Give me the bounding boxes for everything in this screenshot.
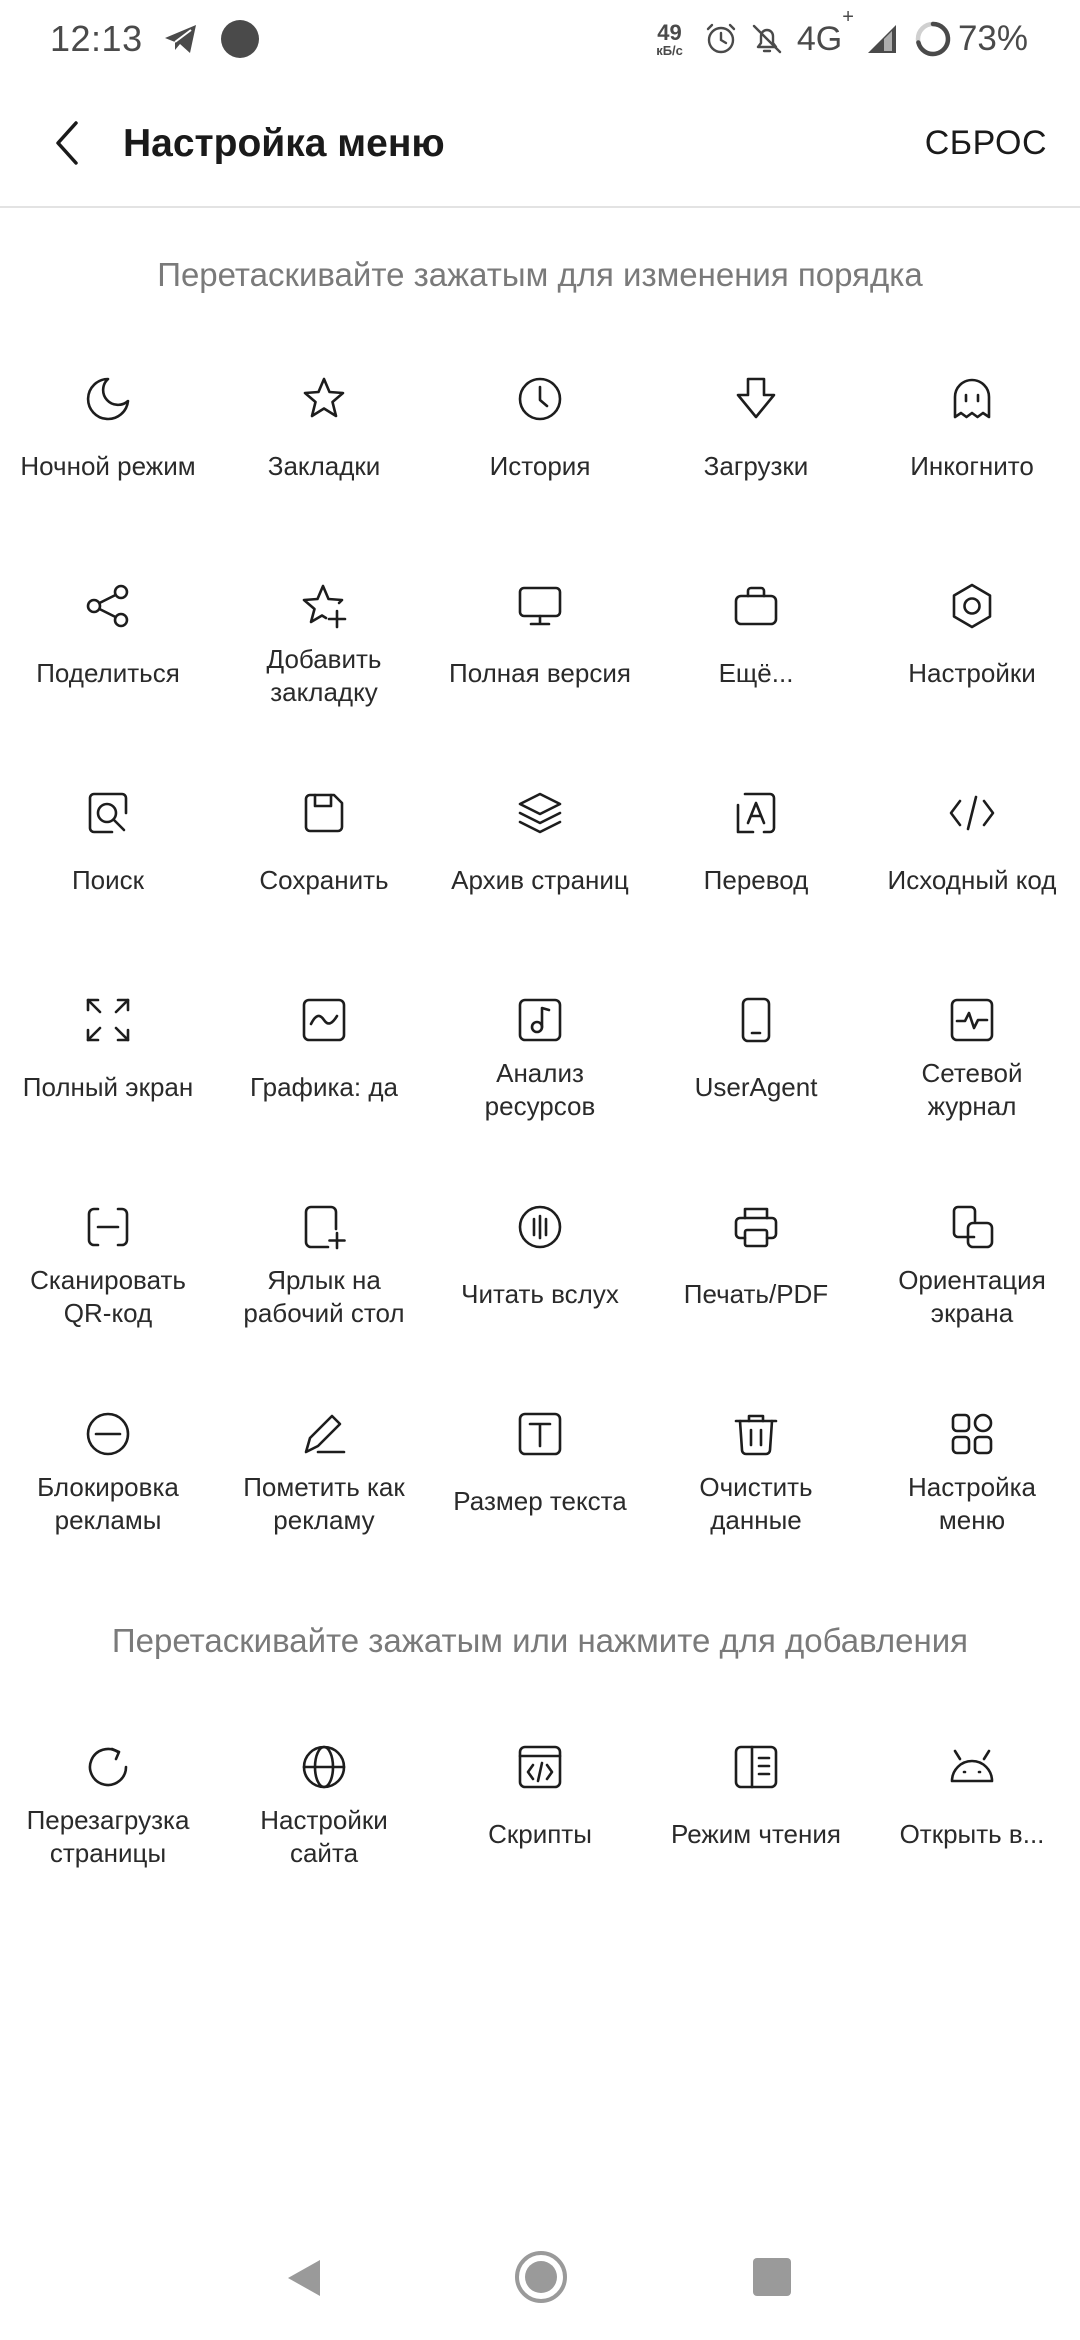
menu-item-label: Размер текста bbox=[453, 1486, 627, 1516]
app-bar bbox=[0, 78, 1080, 208]
menu-item-source-code[interactable] bbox=[864, 776, 1080, 983]
briefcase-icon bbox=[730, 580, 782, 632]
settings-icon bbox=[946, 580, 998, 632]
trash-icon bbox=[730, 1408, 782, 1460]
menu-item-bookmarks[interactable] bbox=[216, 362, 432, 569]
telegram-icon bbox=[161, 19, 201, 59]
menu-item-label: Перезагрузка страницы bbox=[26, 1805, 190, 1868]
menu-item-page-archive[interactable] bbox=[432, 776, 648, 983]
menu-item-resource-analysis[interactable] bbox=[432, 983, 648, 1190]
menu-item-images[interactable] bbox=[216, 983, 432, 1190]
status-time: 12:13 bbox=[50, 18, 143, 59]
menu-item-label: Поиск bbox=[71, 865, 145, 895]
nav-home-icon[interactable] bbox=[514, 2250, 568, 2304]
menu-item-label: Настройки bbox=[908, 658, 1036, 688]
menu-item-reader-mode[interactable] bbox=[648, 1730, 864, 1937]
ghost-icon bbox=[946, 373, 998, 425]
menu-item-settings[interactable] bbox=[864, 569, 1080, 776]
translate-icon bbox=[730, 787, 782, 839]
image-icon bbox=[298, 994, 350, 1046]
menu-item-label: Читать вслух bbox=[461, 1279, 619, 1309]
text-size-icon bbox=[514, 1408, 566, 1460]
reload-icon bbox=[82, 1741, 134, 1793]
layers-icon bbox=[514, 787, 566, 839]
menu-item-label: Ночной режим bbox=[20, 451, 196, 481]
menu-item-screen-orientation[interactable] bbox=[864, 1190, 1080, 1397]
menu-item-label: Блокировка рекламы bbox=[37, 1472, 179, 1535]
download-icon bbox=[730, 373, 782, 425]
network-speed-unit: кБ/с bbox=[656, 42, 683, 58]
menu-item-scripts[interactable] bbox=[432, 1730, 648, 1937]
menu-item-save[interactable] bbox=[216, 776, 432, 983]
menu-item-incognito[interactable] bbox=[864, 362, 1080, 569]
add-hint: Перетаскивайте зажатым или нажмите для добавления bbox=[111, 1622, 969, 1659]
nav-back-icon[interactable] bbox=[282, 2256, 326, 2300]
star-icon bbox=[298, 373, 350, 425]
menu-item-label: Настройки сайта bbox=[260, 1805, 388, 1868]
menu-item-label: Добавить закладку bbox=[266, 644, 382, 707]
menu-item-more[interactable] bbox=[648, 569, 864, 776]
menu-item-desktop-shortcut[interactable] bbox=[216, 1190, 432, 1397]
reader-icon bbox=[730, 1741, 782, 1793]
menu-item-label: Режим чтения bbox=[671, 1819, 841, 1849]
save-icon bbox=[298, 787, 350, 839]
menu-item-add-bookmark[interactable] bbox=[216, 569, 432, 776]
menu-item-translate[interactable] bbox=[648, 776, 864, 983]
menu-item-night-mode[interactable] bbox=[0, 362, 216, 569]
share-icon bbox=[82, 580, 134, 632]
menu-item-label: Очистить данные bbox=[699, 1472, 813, 1535]
menu-item-label: Закладки bbox=[267, 451, 381, 481]
menu-item-network-log[interactable] bbox=[864, 983, 1080, 1190]
menu-item-clear-data[interactable] bbox=[648, 1397, 864, 1604]
menu-item-label: Анализ ресурсов bbox=[484, 1058, 596, 1121]
menu-item-menu-settings[interactable] bbox=[864, 1397, 1080, 1604]
menu-item-reload-page[interactable] bbox=[0, 1730, 216, 1937]
moon-icon bbox=[82, 373, 134, 425]
menu-item-downloads[interactable] bbox=[648, 362, 864, 569]
menu-item-label: Исходный код bbox=[887, 865, 1057, 895]
menu-item-label: Графика: да bbox=[250, 1072, 398, 1102]
status-bar-right bbox=[656, 6, 1028, 59]
reset-button[interactable]: СБРОС bbox=[924, 124, 1047, 162]
status-bar bbox=[0, 0, 1080, 78]
menu-item-label: Инкогнито bbox=[910, 451, 1034, 481]
network-type-label: 4G bbox=[796, 19, 843, 58]
back-button[interactable] bbox=[38, 111, 98, 175]
menu-item-search[interactable] bbox=[0, 776, 216, 983]
network-speed-value: 49 bbox=[657, 19, 682, 45]
battery-percent: 73% bbox=[957, 19, 1028, 58]
available-menu-grid bbox=[0, 1730, 1080, 1937]
menu-item-label: UserAgent bbox=[694, 1072, 818, 1102]
menu-item-label: Архив страниц bbox=[451, 865, 629, 895]
menu-item-label: Печать/PDF bbox=[683, 1279, 829, 1309]
menu-item-history[interactable] bbox=[432, 362, 648, 569]
menu-item-read-aloud[interactable] bbox=[432, 1190, 648, 1397]
nav-recents-icon[interactable] bbox=[753, 2258, 791, 2296]
menu-item-label: Пометить как рекламу bbox=[243, 1472, 405, 1535]
globe-icon bbox=[298, 1741, 350, 1793]
menu-item-user-agent[interactable] bbox=[648, 983, 864, 1190]
pen-icon bbox=[298, 1408, 350, 1460]
menu-item-print-pdf[interactable] bbox=[648, 1190, 864, 1397]
menu-item-label: Загрузки bbox=[703, 451, 809, 481]
network-type bbox=[796, 6, 854, 59]
menu-item-label: Перевод bbox=[703, 865, 809, 895]
clock-icon bbox=[514, 373, 566, 425]
rotate-screen-icon bbox=[946, 1201, 998, 1253]
pulse-icon bbox=[946, 994, 998, 1046]
menu-item-label: Сохранить bbox=[259, 865, 389, 895]
system-nav-bar bbox=[0, 2232, 1080, 2340]
music-note-icon bbox=[514, 994, 566, 1046]
search-page-icon bbox=[82, 787, 134, 839]
phone-icon bbox=[730, 994, 782, 1046]
menu-item-label: История bbox=[489, 451, 591, 481]
menu-item-ad-block[interactable] bbox=[0, 1397, 216, 1604]
reorder-hint: Перетаскивайте зажатым для изменения порядка bbox=[157, 256, 923, 293]
scan-icon bbox=[82, 1201, 134, 1253]
grid-icon bbox=[946, 1408, 998, 1460]
battery-ring-icon bbox=[914, 20, 952, 58]
menu-item-label: Скрипты bbox=[488, 1819, 592, 1849]
menu-item-share[interactable] bbox=[0, 569, 216, 776]
star-plus-icon bbox=[298, 580, 350, 632]
menu-item-label: Ярлык на рабочий стол bbox=[243, 1265, 405, 1328]
notification-dot-icon bbox=[221, 20, 259, 58]
menu-item-desktop-version[interactable] bbox=[432, 569, 648, 776]
menu-item-open-in[interactable] bbox=[864, 1730, 1080, 1937]
page-title: Настройка меню bbox=[123, 122, 445, 165]
menu-item-mark-as-ad[interactable] bbox=[216, 1397, 432, 1604]
menu-item-label: Ориентация экрана bbox=[898, 1265, 1046, 1328]
code-icon bbox=[946, 787, 998, 839]
menu-item-label: Ещё... bbox=[718, 658, 794, 688]
signal-icon bbox=[864, 21, 900, 57]
menu-item-label: Поделиться bbox=[36, 658, 180, 688]
android-icon bbox=[946, 1741, 998, 1793]
alarm-icon bbox=[703, 21, 739, 57]
menu-item-site-settings[interactable] bbox=[216, 1730, 432, 1937]
network-type-plus: + bbox=[842, 6, 854, 29]
block-icon bbox=[82, 1408, 134, 1460]
muted-bell-icon bbox=[749, 21, 785, 57]
active-menu-grid bbox=[0, 362, 1080, 1604]
menu-item-label: Настройка меню bbox=[908, 1472, 1036, 1535]
menu-item-label: Сканировать QR-код bbox=[30, 1265, 186, 1328]
menu-item-label: Сетевой журнал bbox=[921, 1058, 1023, 1121]
status-bar-left bbox=[50, 18, 259, 60]
monitor-icon bbox=[514, 580, 566, 632]
fullscreen-icon bbox=[82, 994, 134, 1046]
network-speed bbox=[656, 19, 683, 58]
menu-item-text-size[interactable] bbox=[432, 1397, 648, 1604]
printer-icon bbox=[730, 1201, 782, 1253]
back-arrow-icon bbox=[54, 119, 82, 167]
audio-icon bbox=[514, 1201, 566, 1253]
menu-item-label: Открыть в... bbox=[899, 1819, 1045, 1849]
shortcut-icon bbox=[298, 1201, 350, 1253]
menu-item-label: Полный экран bbox=[22, 1072, 194, 1102]
menu-item-scan-qr[interactable] bbox=[0, 1190, 216, 1397]
menu-item-label: Полная версия bbox=[449, 658, 631, 688]
script-icon bbox=[514, 1741, 566, 1793]
menu-item-fullscreen[interactable] bbox=[0, 983, 216, 1190]
